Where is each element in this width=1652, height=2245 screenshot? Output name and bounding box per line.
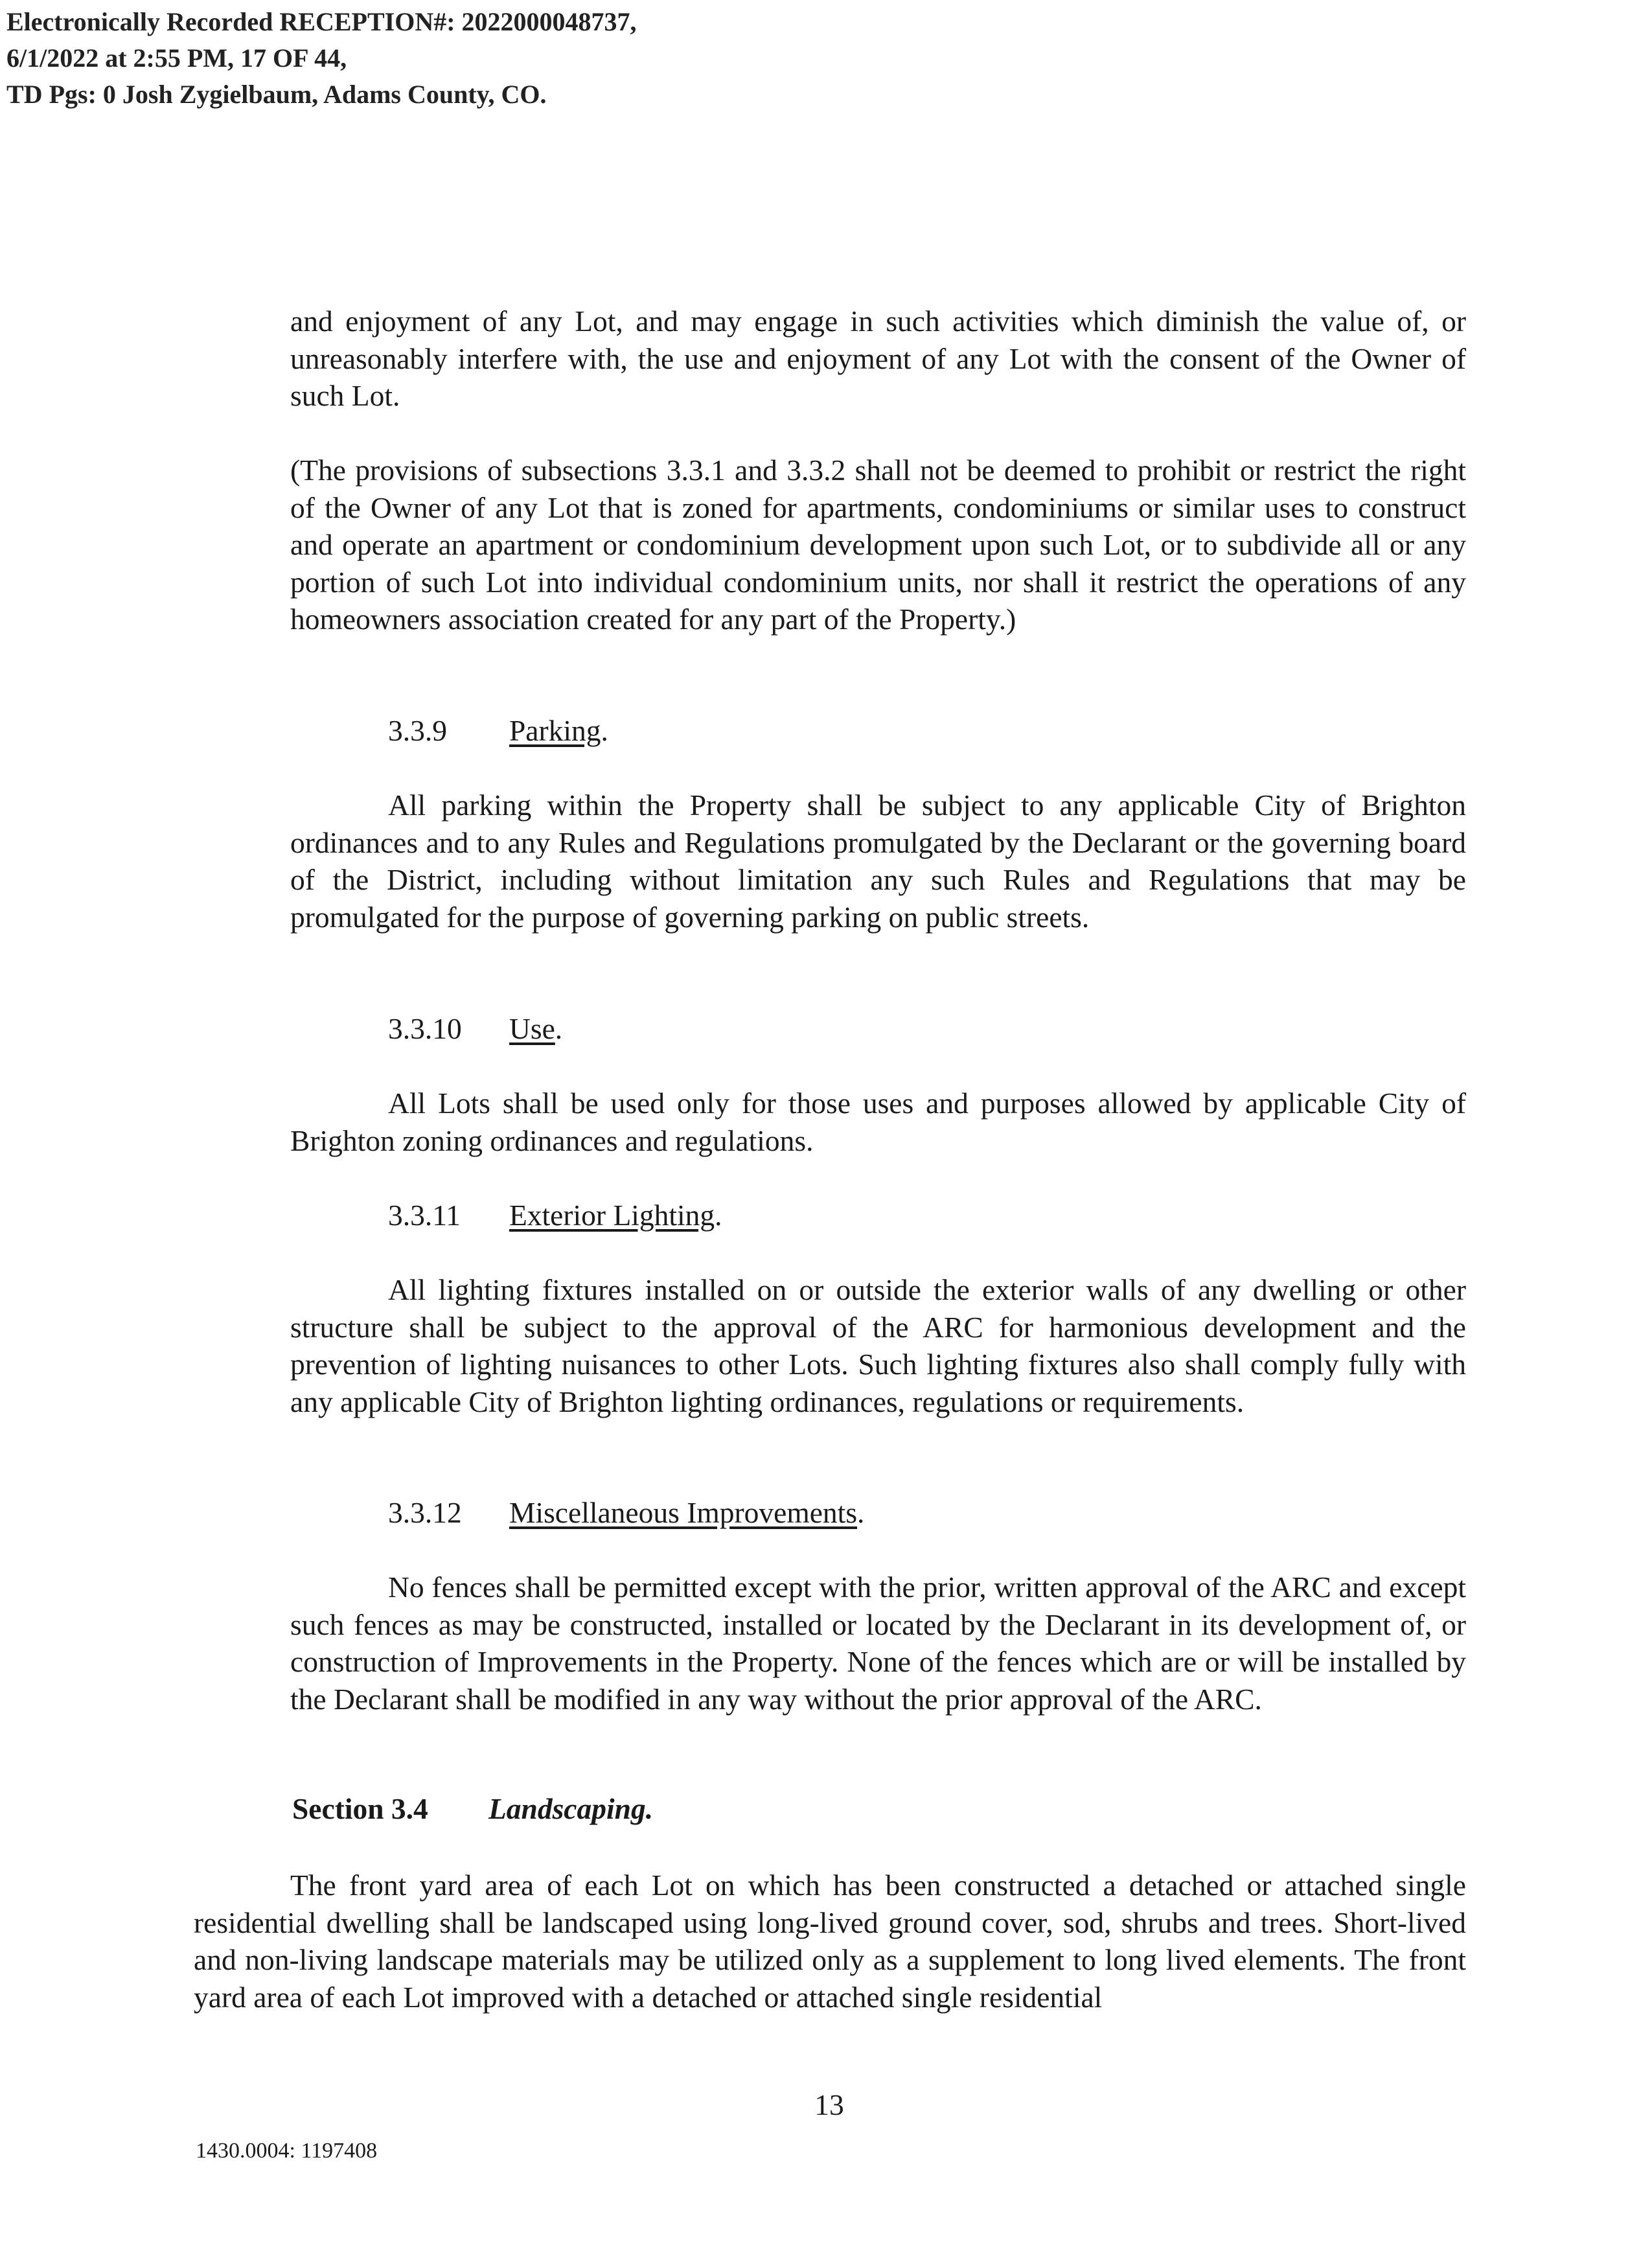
page-number: 13 — [814, 2088, 844, 2121]
stamp-line-2: 6/1/2022 at 2:55 PM, 17 OF 44, — [6, 43, 347, 73]
subsection-title: Use — [509, 1012, 555, 1045]
subsection-number: 3.3.11 — [388, 1199, 461, 1232]
subsection-number: 3.3.10 — [388, 1012, 462, 1045]
provisions-note-paragraph: (The provisions of subsections 3.3.1 and 3.3.2 shall not be deemed to prohibit or restrict the right of the Owner of any Lot that is zoned for apartments, condominiums or similar uses to construct and operate an apartment or condominium development upon such Lot, or to subdivide all or any portion of such Lot into individual condominium units, nor shall it restrict the operations of any homeowners association created for any part of the Property.) — [290, 454, 1466, 636]
section-title: Landscaping. — [488, 1792, 654, 1825]
section-number: Section 3.4 — [292, 1792, 428, 1825]
section-heading-landscaping — [292, 1790, 654, 1828]
miscellaneous-improvements-paragraph: No fences shall be permitted except with the prior, written approval of the ARC and except such fences as may be constructed, installed or located by the Declarant in its development of, or construction of Improvements in the Property. None of the fences which are or will be installed by the Declarant shall be modified in any way without the prior approval of the ARC. — [290, 1571, 1466, 1716]
subsection-number: 3.3.9 — [388, 714, 447, 747]
parking-paragraph: All parking within the Property shall be subject to any applicable City of Brighton ordinances and to any Rules and Regulations promulgated by the Declarant or the governing board of the District, including without limitation any such Rules and Regulations that may be promulgated for the purpose of governing parking on public streets. — [290, 789, 1466, 934]
subsection-title: Parking — [509, 714, 601, 747]
stamp-line-1: Electronically Recorded RECEPTION#: 2022000048737, — [6, 7, 637, 36]
document-id: 1430.0004: 1197408 — [196, 2139, 378, 2163]
use-paragraph: All Lots shall be used only for those uses and purposes allowed by applicable City of Brighton zoning ordinances and regulations. — [290, 1087, 1466, 1157]
continuation-paragraph: and enjoyment of any Lot, and may engage in such activities which diminish the value of, or unreasonably interfere with, the use and enjoyment of any Lot with the consent of the Owner of such Lot. — [290, 305, 1466, 412]
landscaping-paragraph: The front yard area of each Lot on which has been constructed a detached or attached single residential dwelling shall be landscaped using long-lived ground cover, sod, shrubs and trees. Short-lived and non-living landscape materials may be utilized only as a supplement to long lived elements. The front yard area of each Lot improved with a detached or attached single residential — [194, 1869, 1466, 2014]
subsection-title: Exterior Lighting — [509, 1199, 715, 1232]
subsection-title: Miscellaneous Improvements — [509, 1496, 858, 1529]
stamp-line-3: TD Pgs: 0 Josh Zygielbaum, Adams County, CO. — [6, 80, 547, 109]
recording-stamp — [6, 4, 637, 113]
subsection-number: 3.3.12 — [388, 1496, 462, 1529]
exterior-lighting-paragraph: All lighting fixtures installed on or outside the exterior walls of any dwelling or other structure shall be subject to the approval of the ARC for harmonious development and the prevention of lighting nuisances to other Lots. Such lighting fixtures also shall comply fully with any applicable City of Brighton lighting ordinances, regulations or requirements. — [290, 1273, 1466, 1418]
